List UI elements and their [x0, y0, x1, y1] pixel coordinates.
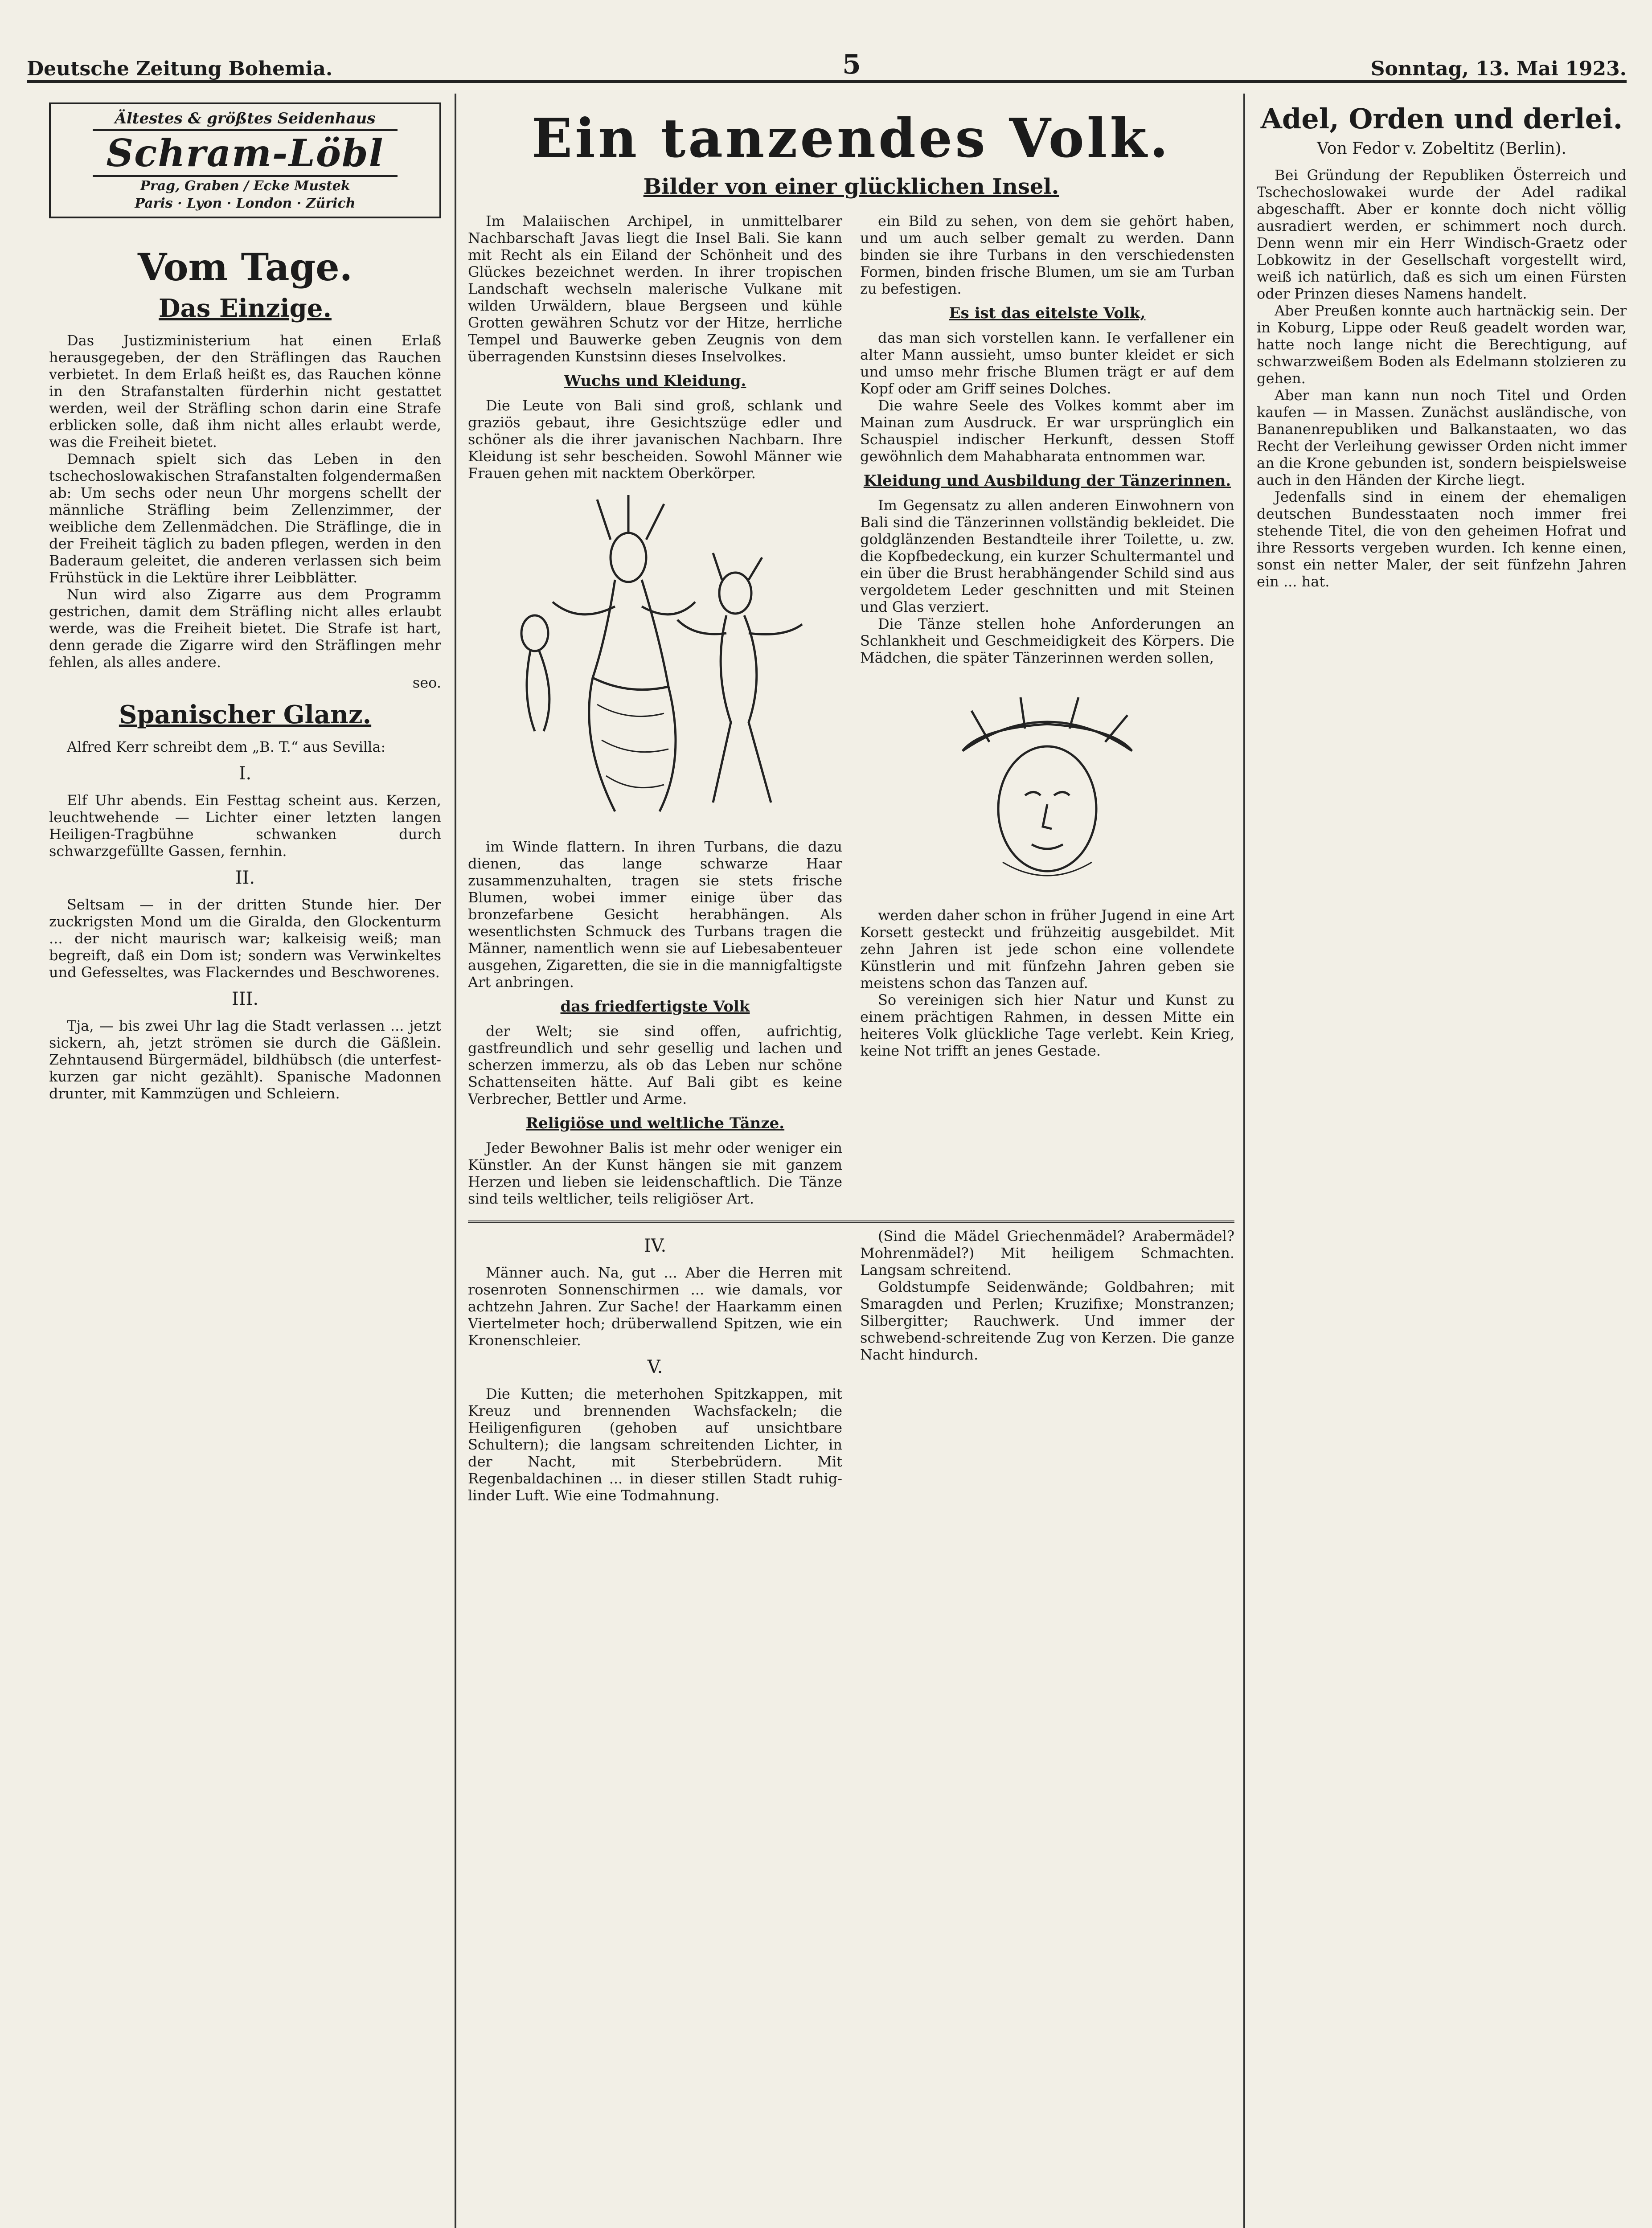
advertisement — [49, 102, 441, 218]
article-paragraph: So vereinigen sich hier Natur und Kunst zu einem prächtigen Rahmen, in dessen Mitte ein heiteres Volk glückliche Tage verlebt. Kein Krieg, keine Not trifft an jenes Gestade. — [860, 991, 1234, 1059]
article-paragraph: Demnach spielt sich das Leben in den tschechoslowakischen Strafanstalten folgendermaßen ab: Um sechs oder neun Uhr morgens schellt der männliche Sträfling beim Zellenzimmer, der weibliche dem Zellenmädchen. Die Sträflinge, die in der Freiheit täglich zu baden pflegen, werden in den Baderaum geleitet, die anderen verlassen sich beim Frühstück in die Lektüre ihrer Leibblätter. — [49, 451, 441, 586]
article-paragraph: Jeder Bewohner Balis ist mehr oder weniger ein Künstler. An der Kunst hängen sie mit ganzem Herzen und lieben sie leidenschaftlich. Die Tänze sind teils weltlicher, teils religiöser Art. — [468, 1139, 842, 1207]
subheading: Wuchs und Kleidung. — [564, 372, 746, 390]
article-paragraph: Die Leute von Bali sind groß, schlank und graziös gebaut, ihre Gesichtszüge edler und schöner als die ihrer javanischen Nachbarn. Ihre Kleidung ist sehr bescheiden. Sowohl Männer wie Frauen gehen mit nacktem Oberkörper. — [468, 397, 842, 482]
subheading: Kleidung und Ausbildung der Tänzerinnen. — [863, 472, 1231, 490]
continuation-columns — [468, 1228, 1234, 1504]
feature-title: Ein tanzendes Volk. — [531, 107, 1171, 170]
article-paragraph: ein Bild zu sehen, von dem sie gehört haben, und um auch selber gemalt zu werden. Dann binden sie ihre Turbans in den verschiedensten Formen, binden frische Blumen, um sie am Turban zu befestigen. — [860, 213, 1234, 297]
feature-columns — [468, 213, 1234, 1207]
article-paragraph: Die wahre Seele des Volkes kommt aber im Mainan zum Ausdruck. Er war ursprünglich ein Schauspiel indischer Herkunft, dessen Stoff gewöhnlich dem Mahabharata entnommen war. — [860, 397, 1234, 465]
article-paragraph: Jedenfalls sind in einem der ehemaligen deutschen Bundesstaaten noch immer frei stehende Titel, die von den geheimen Hofrat und ihre Ressorts vergeben wurden. Ich kenne einen, sonst ein netter Maler, der seit fünfzehn Jahren ein ... hat. — [1257, 488, 1627, 590]
continuation-left — [468, 1228, 842, 1504]
column-rule-2 — [1243, 94, 1245, 2228]
column-right — [1257, 102, 1627, 2228]
ad-address: Prag, Graben / Ecke Mustek — [140, 178, 350, 194]
article-paragraph: Nun wird also Zigarre aus dem Programm gestrichen, damit dem Sträfling nicht alles erlaubt werde, was die Freiheit bietet. Die Strafe ist hart, denn gerade die Zigarre wird den Sträflingen mehr fehlen, als alles andere. — [49, 586, 441, 671]
subheading: Religiöse und weltliche Tänze. — [525, 1114, 785, 1132]
article-paragraph: Bei Gründung der Republiken Österreich und Tschechoslowakei wurde der Adel radikal abgeschafft. Aber er konnte doch nicht völlig ausradiert werden, er schimmert noch durch. Denn wenn mir ein Herr Windisch-Graetz oder Lobkowitz in der Gesellschaft vorgestellt wird, weiß ich natürlich, daß es sich um einen Fürsten oder Prinzen dieses Namens handelt. — [1257, 167, 1627, 302]
ad-company-name: Schram-Löbl — [93, 129, 397, 177]
section-numeral: III. — [231, 989, 259, 1009]
article-paragraph: der Welt; sie sind offen, aufrichtig, gastfreundlich und sehr gesellig und lachen und scherzen immerzu, als ob das Leben nur schöne Schattenseiten hätte. Auf Bali gibt es keine Verbrecher, Bettler und Arme. — [468, 1023, 842, 1107]
article-paragraph: Seltsam — in der dritten Stunde hier. Der zuckrigsten Mond um die Giralda, den Glockenturm ... der nicht maurisch war; kalkeisig weiß; man begreift, daß ein Dom ist; sondern was Verwinkeltes und Gefesseltes, was Flackerndes und Beschworenes. — [49, 896, 441, 981]
article-title: Adel, Orden und derlei. — [1260, 102, 1623, 135]
page-header — [27, 40, 1627, 83]
article-title: Spanischer Glanz. — [119, 700, 372, 729]
column-center — [468, 102, 1234, 2228]
article-paragraph: Die Kutten; die meterhohen Spitzkappen, mit Kreuz und brennenden Wachsfackeln; die Heiligenfiguren (gehoben auf unsichtbare Schultern); die langsam schreitenden Lichter, in der Nacht, mit Sterbebrüdern. Mit Regenbaldachinen ... in dieser stillen Stadt ruhig-linder Luft. Wie eine Todmahnung. — [468, 1385, 842, 1504]
header-date: Sonntag, 13. Mai 1923. — [1370, 57, 1627, 80]
section-numeral: V. — [647, 1357, 663, 1377]
dancer-portrait-illustration — [860, 675, 1234, 898]
feature-subtitle: Bilder von einer glücklichen Insel. — [643, 174, 1059, 199]
article-paragraph: Aber man kann nun noch Titel und Orden kaufen — in Massen. Zunächst ausländische, von Bananenrepubliken und Balkanstaaten, wo das Recht der Verleihung gewisser Orden nicht immer an die Krone gebunden ist, sondern beispielsweise auch in den Händen der Kirche liegt. — [1257, 387, 1627, 488]
column-left — [49, 102, 441, 2228]
subheading: das friedfertigste Volk — [560, 998, 750, 1016]
feature-column-right — [860, 213, 1234, 1207]
article-paragraph: werden daher schon in früher Jugend in eine Art Korsett gesteckt und frühzeitig ausgebildet. Mit zehn Jahren ist jede schon eine vollendete Künstlerin und mit fünfzehn Jahren geben sie meistens schon das Tanzen auf. — [860, 907, 1234, 991]
article-paragraph: Goldstumpfe Seidenwände; Goldbahren; mit Smaragden und Perlen; Kruzifixe; Monstranzen; Silbergitter; Rauchwerk. Und immer der schwebend-schreitende Zug von Kerzen. Die ganze Nacht hindurch. — [860, 1278, 1234, 1363]
article-paragraph: Elf Uhr abends. Ein Festtag scheint aus. Kerzen, leuchtwehende — Lichter einer letzten langen Heiligen-Tragbühne schwanken durch schwarzgefüllte Gassen, fernhin. — [49, 792, 441, 860]
section-numeral: II. — [235, 868, 255, 888]
article-paragraph: Männer auch. Na, gut ... Aber die Herren mit rosenroten Sonnenschirmen ... wie damals, vor achtzehn Jahren. Zur Sache! der Haarkamm einen Viertelmeter hoch; drüberwallend Spitzen, wie ein Kronenschleier. — [468, 1264, 842, 1349]
article-paragraph: Die Tänze stellen hohe Anforderungen an Schlankheit und Geschmeidigkeit des Körpers. Die Mädchen, die später Tänzerinnen werden sollen, — [860, 615, 1234, 666]
article-paragraph: Aber Preußen konnte auch hartnäckig sein. Der in Koburg, Lippe oder Reuß geadelt worden war, hatte noch lange nicht die Berechtigung, auf schwarzweißem Boden als Edelmann stolzieren zu gehen. — [1257, 302, 1627, 387]
header-page-number: 5 — [842, 49, 861, 80]
section-title: Vom Tage. — [138, 245, 353, 289]
article-paragraph: Tja, — bis zwei Uhr lag die Stadt verlassen ... jetzt sickern, ah, jetzt strömen sie durch die Gäßlein. Zehntausend Bürgermädel, bildhübsch (die unterfest-kurzen gar nicht gezählt). Spanische Madonnen drunter, mit Kammzügen und Schleiern. — [49, 1017, 441, 1102]
section-numeral: IV. — [644, 1236, 667, 1256]
section-divider — [468, 1220, 1234, 1223]
ad-cities: Paris · Lyon · London · Zürich — [135, 195, 356, 211]
article-paragraph: Im Gegensatz zu allen anderen Einwohnern von Bali sind die Tänzerinnen vollständig bekleidet. Die goldglänzenden Bestandteile ihrer Toilette, u. zw. die Kopfbedeckung, ein kurzer Schultermantel und ein über die Brust herabhängender Schild sind aus vergoldetem Leder geschnitten und mit Steinen und Glas verziert. — [860, 497, 1234, 615]
article-intro: Alfred Kerr schreibt dem „B. T.“ aus Sevilla: — [67, 738, 386, 755]
newspaper-page — [27, 13, 1627, 2228]
ad-tagline: Ältestes & größtes Seidenhaus — [115, 110, 376, 127]
article-paragraph: das man sich vorstellen kann. Ie verfallener ein alter Mann aussieht, umso bunter kleidet er sich und umso mehr frische Blumen trägt er auf dem Kopf oder am Griff seines Dolches. — [860, 329, 1234, 397]
continuation-right — [860, 1228, 1234, 1504]
article-title: Das Einzige. — [159, 294, 332, 323]
section-numeral: I. — [238, 763, 252, 784]
article-paragraph: im Winde flattern. In ihren Turbans, die dazu dienen, das lange schwarze Haar zusammenzuhalten, tragen sie stets frische Blumen, wobei immer einige über das bronzefarbene Gesicht herabhängen. Als wesentlichsten Schmuck des Turbans tragen die Männer, namentlich wenn sie auf Liebesabenteuer ausgehen, Zigaretten, die sie in die mannigfaltigste Art anbringen. — [468, 838, 842, 991]
article-signature: seo. — [412, 674, 441, 691]
column-rule-1 — [455, 94, 456, 2228]
article-paragraph: Im Malaiischen Archipel, in unmittelbarer Nachbarschaft Javas liegt die Insel Bali. Sie kann mit Recht als ein Eiland der Schönheit und des Glückes bezeichnet werden. In ihrer tropischen Landschaft wechseln malerische Vulkane mit wilden Urwäldern, blaue Bergseen und kühle Grotten gewähren Schutz vor der Hitze, herrliche Tempel und Bauwerke geben Zeugnis von dem überragenden Kunstsinn dieses Inselvolkes. — [468, 213, 842, 365]
feature-column-left — [468, 213, 842, 1207]
article-paragraph: (Sind die Mädel Griechenmädel? Arabermädel? Mohrenmädel?) Mit heiligem Schmachten. Langsam schreitend. — [860, 1228, 1234, 1278]
header-newspaper-name: Deutsche Zeitung Bohemia. — [27, 57, 333, 80]
article-paragraph: Das Justizministerium hat einen Erlaß herausgegeben, der den Sträflingen das Rauchen verbietet. In dem Erlaß heißt es, das Rauchen könne in den Strafanstalten fürderhin nicht gestattet werden, weil der Sträfling schon darin eine Strafe erblicken solle, daß ihm nicht alles erlaubt werde, was die Freiheit bietet. — [49, 332, 441, 451]
subheading: Es ist das eitelste Volk, — [949, 304, 1146, 322]
dancers-illustration — [468, 491, 842, 829]
article-author: Von Fedor v. Zobeltitz (Berlin). — [1317, 139, 1566, 158]
